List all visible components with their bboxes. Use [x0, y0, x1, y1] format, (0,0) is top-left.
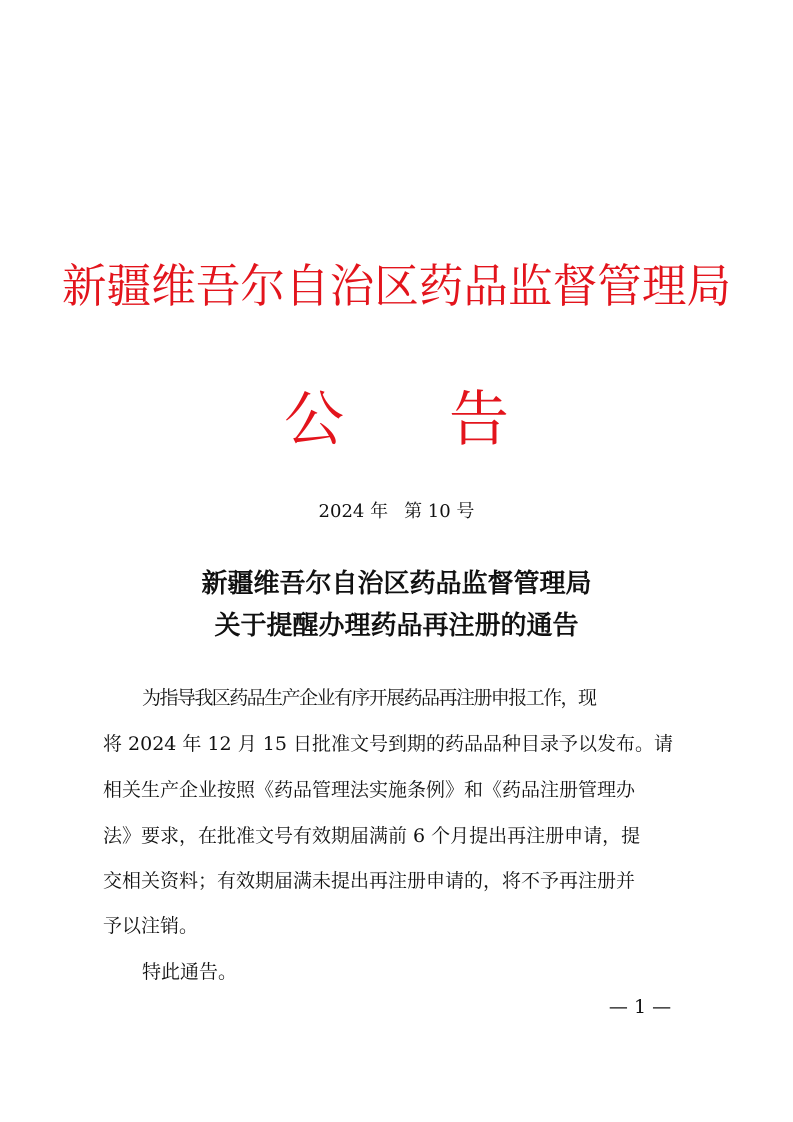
body-line-2: 将 2024 年 12 月 15 日批准文号到期的药品品种目录予以发布。请 [103, 733, 673, 755]
agency-header: 新疆维吾尔自治区药品监督管理局 [61, 259, 732, 313]
notice-title-line-1: 新疆维吾尔自治区药品监督管理局 [201, 569, 592, 599]
body-line-6: 予以注销。 [103, 915, 199, 937]
body-line-3: 相关生产企业按照《药品管理法实施条例》和《药品注册管理办 [103, 779, 636, 801]
announcement-heading [0, 372, 793, 458]
body-line-5: 交相关资料；有效期届满未提出再注册申请的，将不予再注册并 [103, 870, 636, 892]
notice-title-line-2: 关于提醒办理药品再注册的通告 [214, 611, 579, 641]
document-number [0, 497, 793, 523]
document-serial: 第 10 号 [404, 501, 475, 522]
body-line-4: 法》要求，在批准文号有效期届满前 6 个月提出再注册申请，提 [103, 825, 641, 847]
announcement-char-1: 公 [284, 385, 344, 455]
announcement-char-2: 告 [449, 385, 509, 455]
document-year: 2024 年 [318, 501, 389, 522]
body-line-1: 为指导我区药品生产企业有序开展药品再注册申报工作，现 [142, 687, 596, 709]
page-number: — 1 — [608, 996, 672, 1018]
closing-line: 特此通告。 [142, 961, 238, 983]
